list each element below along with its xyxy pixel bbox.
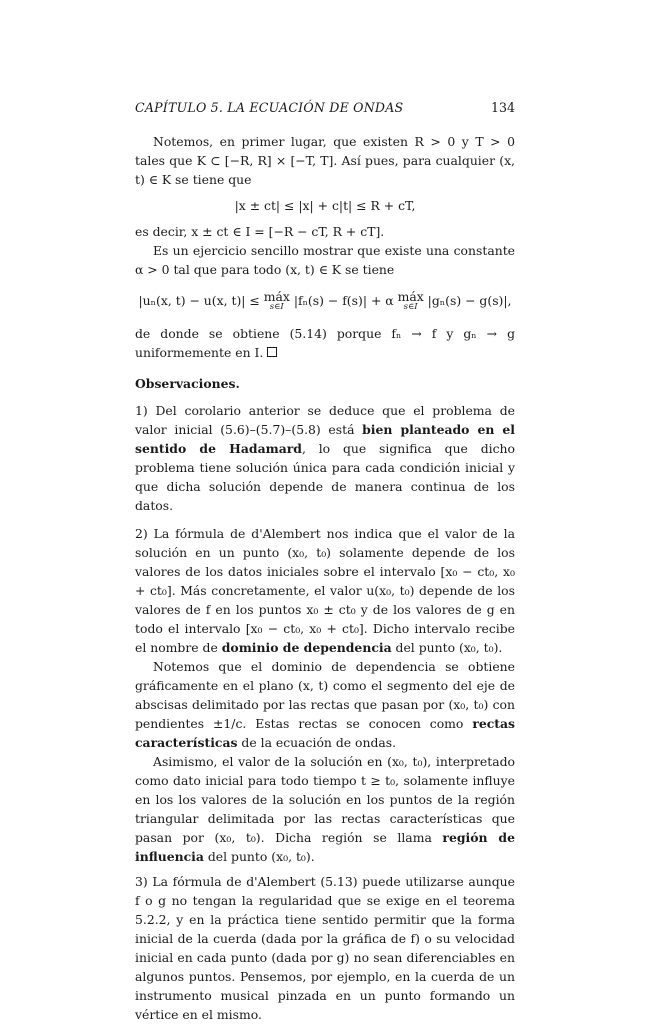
max-operator-2: máx s∈I xyxy=(397,289,424,312)
observation-2-characteristics: Notemos que el dominio de dependencia se obtiene gráficamente en el plano (x, t) como el segmento del eje de abscisas delimitado por las rectas que pasan por (x₀, t₀) con pendientes ±1/c. Estas rectas se conocen como rectas características de la ecuación de ondas. xyxy=(135,659,515,750)
chapter-title: CAPÍTULO 5. LA ECUACIÓN DE ONDAS xyxy=(135,100,404,115)
domain-term: dominio de dependencia xyxy=(221,640,392,655)
page-number: 134 xyxy=(490,100,515,115)
section-heading: Observaciones. xyxy=(135,376,240,391)
characteristic-lines-term: rectas características xyxy=(135,716,515,750)
paragraph-3: Es un ejercicio sencillo mostrar que existe una constante α > 0 tal que para todo (x, t) ∈ K se tiene xyxy=(135,243,515,277)
hadamard-term: bien planteado en el sentido de Hadamard xyxy=(135,422,515,456)
paragraph-4: de donde se obtiene (5.14) porque fₙ → f y gₙ → g uniformemente en I. xyxy=(135,326,515,360)
observation-3: 3) La fórmula de d'Alembert (5.13) puede utilizarse aunque f o g no tengan la regularidad que se exige en el teorema 5.2.2, y en la práctica tiene sentido permitir que la forma inicial de la cuerda (dada por la gráfica de f) o su velocidad inicial en cada punto (dada por g) no sean diferenciables en algunos puntos. Pensemos, por ejemplo, en la cuerda de un instrumento musical pinzada en un punto formando un vértice en el mismo. xyxy=(135,874,515,1022)
equation-2-right: |gₙ(s) − g(s)|, xyxy=(427,293,512,308)
max-operator-1: máx s∈I xyxy=(263,289,290,312)
equation-1: |x ± ct| ≤ |x| + c|t| ≤ R + cT, xyxy=(234,198,416,213)
influence-region-term: región de influencia xyxy=(135,830,515,864)
running-header xyxy=(135,100,515,115)
paragraph-1: Notemos, en primer lugar, que existen R > 0 y T > 0 tales que K ⊂ [−R, R] × [−T, T]. Así pues, para cualquier (x, t) ∈ K se tiene que xyxy=(135,134,515,187)
paragraph-2: es decir, x ± ct ∈ I = [−R − cT, R + cT]. xyxy=(135,224,385,239)
observation-2: 2) La fórmula de d'Alembert nos indica que el valor de la solución en un punto (x₀, t₀) solamente depende de los valores de los datos iniciales sobre el intervalo [x₀ − ct₀, x₀ + ct₀]. Más concretamente, el valor u(x₀, t₀) depende de los valores de f en los puntos x₀ ± ct₀ y de los valores de g en todo el intervalo [x₀ − ct₀, x₀ + ct₀]. Dicho intervalo recibe el nombre de dominio de dependencia del punto (x₀, t₀). xyxy=(135,526,515,655)
equation-2 xyxy=(135,291,515,312)
observation-1: 1) Del corolario anterior se deduce que el problema de valor inicial (5.6)–(5.7)–(5.8) está bien planteado en el sentido de Hadamard, lo que significa que dicho problema tiene solución única para cada condición inicial y que dicha solución depende de manera continua de los datos. xyxy=(135,403,515,513)
observation-2-influence: Asimismo, el valor de la solución en (x₀, t₀), interpretado como dato inicial para todo tiempo t ≥ t₀, solamente influye en los los valores de la solución en los puntos de la región triangular delimitada por las rectas características que pasan por (x₀, t₀). Dicha región se llama región de influencia del punto (x₀, t₀). xyxy=(135,754,515,864)
qed-square-icon xyxy=(267,347,277,357)
equation-2-middle: |fₙ(s) − f(s)| + α xyxy=(293,293,394,308)
equation-2-left: |uₙ(x, t) − u(x, t)| ≤ xyxy=(138,293,260,308)
page-body xyxy=(135,132,515,1024)
